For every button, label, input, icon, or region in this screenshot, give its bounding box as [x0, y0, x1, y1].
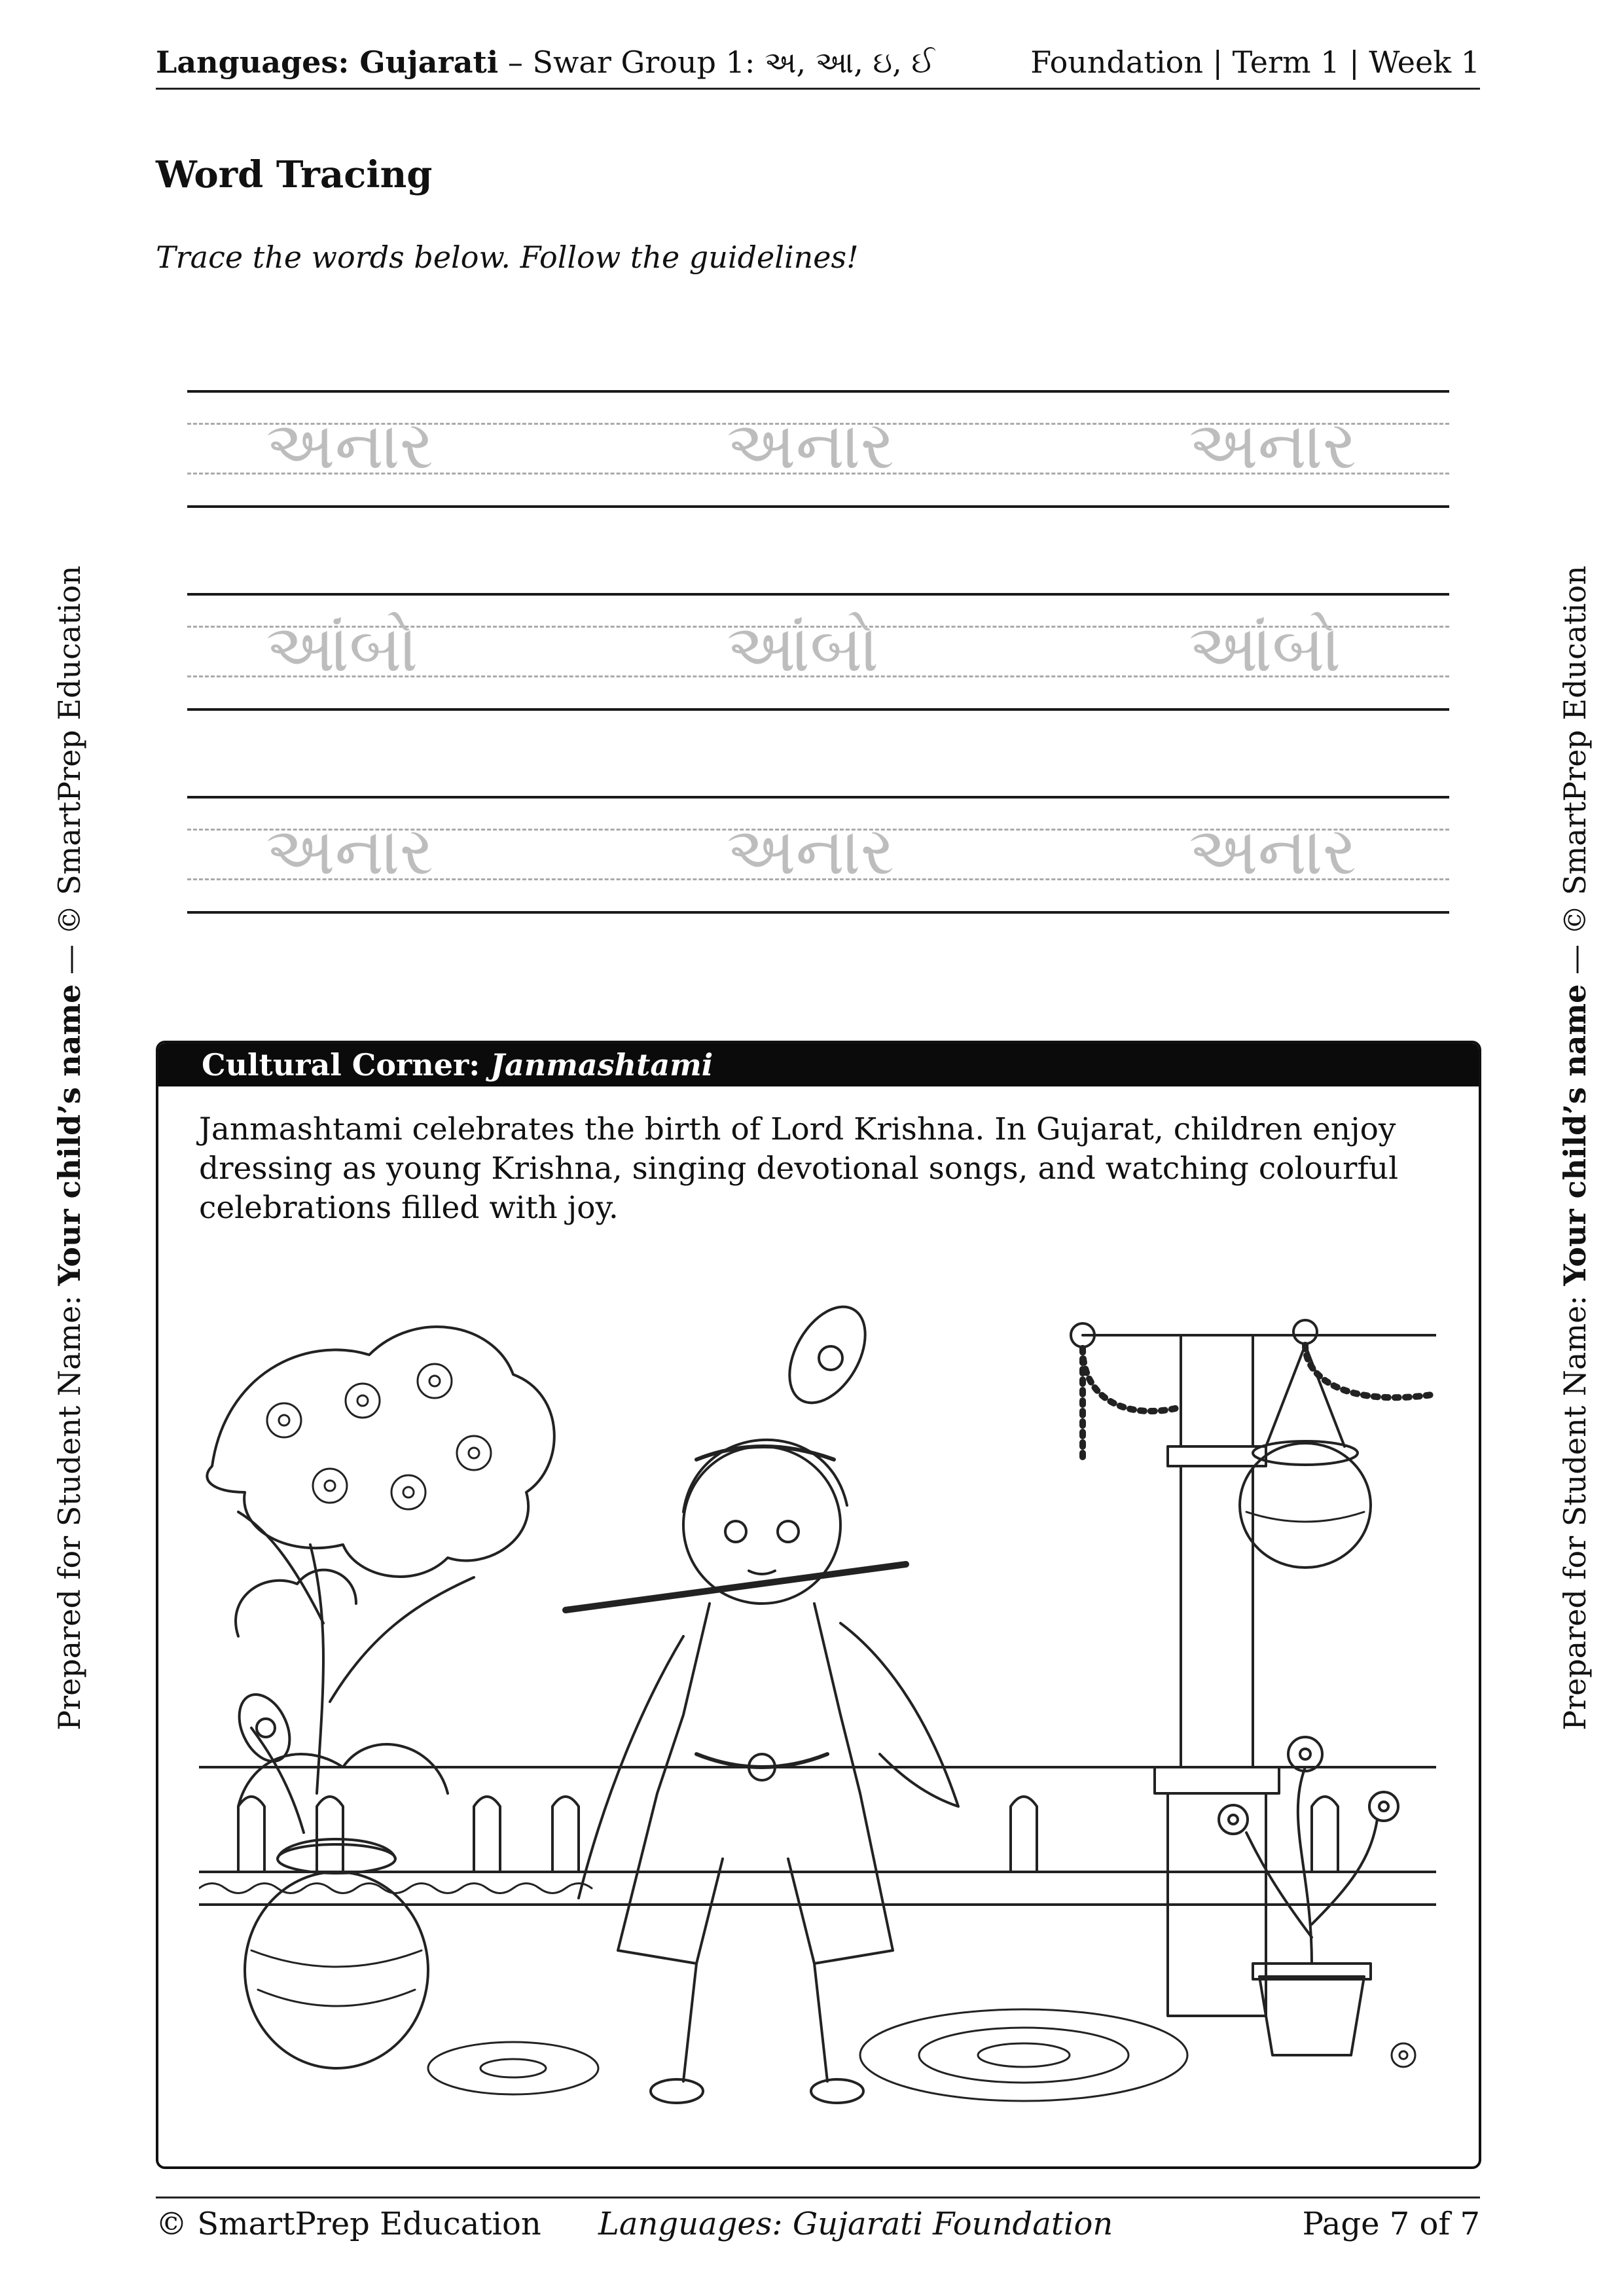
- trace-word: આંબો: [727, 610, 879, 687]
- top-line: [187, 390, 1449, 393]
- header-subject-line: [156, 45, 935, 81]
- top-line: [187, 796, 1449, 798]
- base-line: [187, 708, 1449, 711]
- footer-divider: [156, 2197, 1480, 2198]
- base-line: [187, 505, 1449, 508]
- trace-word: અનાર: [266, 407, 434, 484]
- footer-course: Languages: Gujarati Foundation: [598, 2206, 1113, 2242]
- cultural-corner-box: [156, 1041, 1481, 2169]
- base-line: [187, 911, 1449, 914]
- trace-word: આંબો: [1189, 610, 1341, 687]
- cultural-corner-header: [158, 1043, 1479, 1086]
- pillar-drawing: [1071, 1320, 1436, 2016]
- cultural-corner-label: Cultural Corner:: [202, 1047, 491, 1083]
- potted-plant-drawing: [1219, 1737, 1398, 2055]
- trace-word: અનાર: [1189, 407, 1357, 484]
- butter-pot-drawing: [229, 1687, 428, 2068]
- footer-page-number: Page 7 of 7: [1302, 2206, 1480, 2242]
- header-divider: [156, 88, 1480, 90]
- krishna-coloring-illustration: [199, 1296, 1436, 2140]
- festival-name: Janmashtami: [490, 1047, 713, 1083]
- tracing-row[interactable]: [187, 796, 1449, 914]
- section-instruction: Trace the words below. Follow the guidelines!: [156, 240, 859, 275]
- krishna-figure-drawing: [566, 1296, 958, 2103]
- trace-word: અનાર: [727, 407, 895, 484]
- trace-word: અનાર: [1189, 813, 1357, 889]
- header-subject: Languages: Gujarati: [156, 45, 499, 80]
- student-name: Your child’s name: [52, 984, 87, 1286]
- footer-copyright: © SmartPrep Education: [156, 2206, 541, 2242]
- trace-word: આંબો: [266, 610, 418, 687]
- cultural-corner-title: [202, 1047, 713, 1083]
- section-title: Word Tracing: [156, 153, 433, 196]
- top-line: [187, 593, 1449, 596]
- trace-word: અનાર: [266, 813, 434, 889]
- tracing-row[interactable]: [187, 390, 1449, 508]
- tracing-row[interactable]: [187, 593, 1449, 711]
- cultural-corner-text: Janmashtami celebrates the birth of Lord Krishna. In Gujarat, children enjoy dressing as young Krishna, singing devotional songs, and watching colourful celebrations filled with joy.: [199, 1111, 1399, 1226]
- header-level: Foundation | Term 1 | Week 1: [1030, 45, 1480, 80]
- side-prefix: Prepared for Student Name:: [1557, 1285, 1593, 1731]
- header-topic: Swar Group 1: અ, આ, ઇ, ઈ: [532, 45, 935, 80]
- header-dash: –: [498, 45, 533, 80]
- side-label-right: [1557, 565, 1593, 1731]
- wall-drawing: [199, 1767, 1436, 1905]
- side-label-left: [52, 565, 87, 1731]
- student-name: Your child’s name: [1557, 984, 1593, 1286]
- side-suffix: — © SmartPrep Education: [52, 565, 87, 984]
- trace-word: અનાર: [727, 813, 895, 889]
- side-suffix: — © SmartPrep Education: [1557, 565, 1593, 984]
- side-prefix: Prepared for Student Name:: [52, 1285, 87, 1731]
